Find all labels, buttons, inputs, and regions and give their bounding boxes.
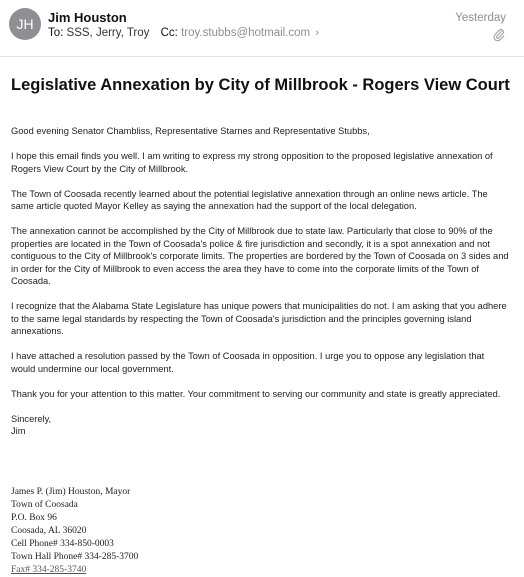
body-paragraph: The Town of Coosada recently learned about the potential legislative annexation through an online news article. The same article quoted Mayor Kelley as saying the annexation had the support of the local delegation. bbox=[11, 188, 488, 211]
body-paragraph: The annexation cannot be accomplished by the City of Millbrook due to state law. Particularly that close to 90% of the properties are located in the Town of Coosada's police & fire jurisdiction and secondly, it is a spot annexation and not contiguous to the City of Millbrook's corporate limits. The properties are bordered by the Town of Coosada on 3 sides and in order for the City of Millbrook to even access the area they have to come into the corporate limits of the Town of Coosada. bbox=[11, 226, 509, 286]
to-label: To: bbox=[48, 27, 64, 39]
chevron-right-icon[interactable]: › bbox=[315, 27, 319, 39]
signature-line: James P. (Jim) Houston, Mayor bbox=[11, 487, 131, 497]
body-paragraph: I recognize that the Alabama State Legislature has unique powers that municipalities do not. I am asking that you adhere to the same legal standards by respecting the Town of Coosada's jurisdiction and the principles governing island annexations. bbox=[11, 301, 507, 336]
sender-avatar[interactable]: JH bbox=[9, 8, 41, 40]
cc-label: Cc: bbox=[160, 27, 178, 39]
closing: Sincerely, bbox=[11, 413, 52, 424]
signature-phone[interactable]: Town Hall Phone# 334-285-3700 bbox=[11, 552, 139, 562]
signature-fax[interactable]: Fax# 334-285-3740 bbox=[11, 565, 87, 575]
paperclip-icon bbox=[492, 28, 506, 42]
body-paragraph: I hope this email finds you well. I am writing to express my strong opposition to the proposed legislative annexation of Rogers View Court by the City of Millbrook. bbox=[11, 151, 493, 174]
signature-line: P.O. Box 96 bbox=[11, 513, 57, 523]
email-subject: Legislative Annexation by City of Millbrook - Rogers View Court bbox=[11, 76, 510, 94]
email-date: Yesterday bbox=[455, 12, 506, 24]
greeting: Good evening Senator Chambliss, Representative Starnes and Representative Stubbs, bbox=[11, 126, 370, 136]
signature-block bbox=[11, 486, 311, 577]
recipients-line[interactable] bbox=[48, 27, 319, 39]
header-divider bbox=[0, 56, 524, 57]
signature-line: Coosada, AL 36020 bbox=[11, 526, 87, 536]
email-body bbox=[11, 125, 511, 438]
email-header bbox=[0, 0, 524, 56]
to-recipients[interactable]: SSS, Jerry, Troy bbox=[66, 27, 150, 39]
body-paragraph: I have attached a resolution passed by the Town of Coosada in opposition. I urge you to oppose any legislation that would undermine our local government. bbox=[11, 351, 485, 374]
body-paragraph: Thank you for your attention to this matter. Your commitment to serving our community and state is greatly appreciated. bbox=[11, 388, 501, 399]
sender-name[interactable]: Jim Houston bbox=[48, 10, 127, 25]
signature-line: Town of Coosada bbox=[11, 500, 78, 510]
closing-name: Jim bbox=[11, 426, 26, 436]
cc-recipients[interactable]: troy.stubbs@hotmail.com bbox=[181, 27, 311, 39]
signature-phone[interactable]: Cell Phone# 334-850-0003 bbox=[11, 539, 114, 549]
